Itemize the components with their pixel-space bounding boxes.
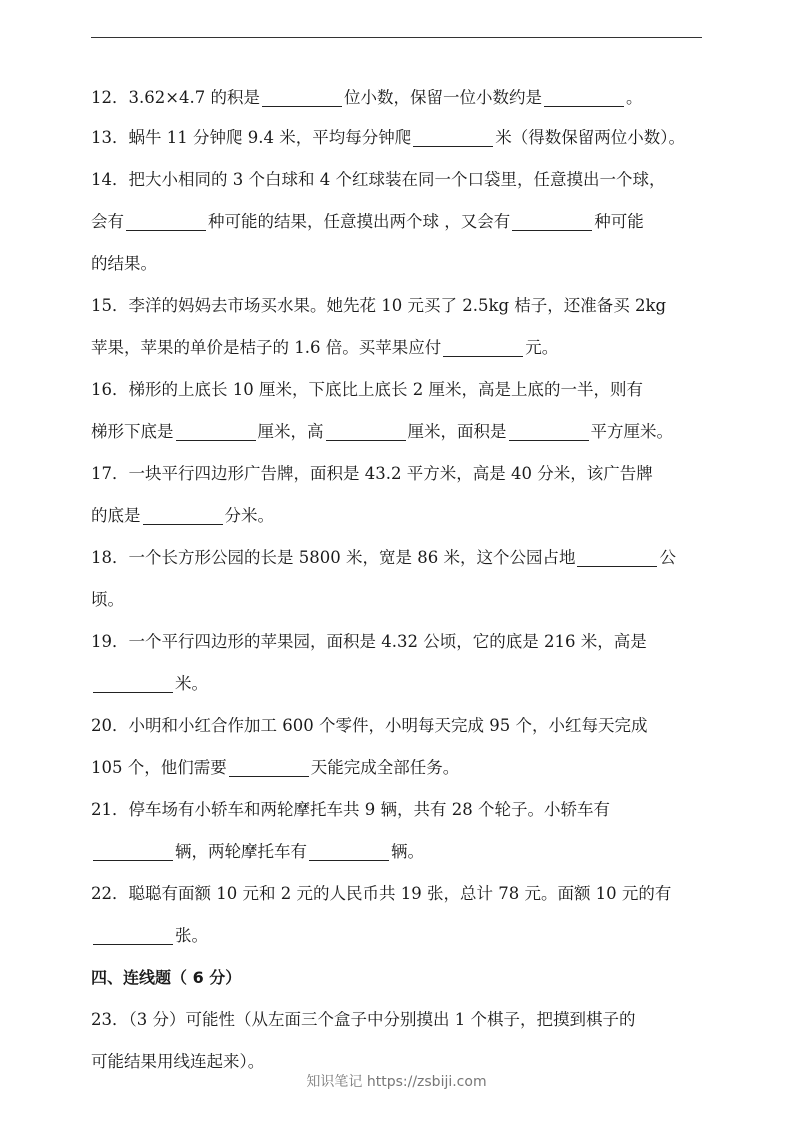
answer-blank-13[interactable]: [413, 128, 493, 147]
question-15-line-1: 15．李洋的妈妈去市场买水果。她先花 10 元买了 2.5kg 桔子，还准备买 2kg: [91, 296, 667, 315]
question-14-line-3: 的结果。: [91, 254, 157, 273]
answer-blank-16a[interactable]: [176, 422, 256, 441]
footer-watermark: 知识笔记 https://zsbiji.com: [306, 1074, 487, 1090]
answer-blank-21b[interactable]: [309, 842, 389, 861]
question-23-line-2: 可能结果用线连起来）。: [91, 1052, 265, 1071]
answer-blank-22[interactable]: [93, 926, 173, 945]
answer-blank-15[interactable]: [443, 338, 523, 357]
question-22-line-1: 22．聪聪有面额 10 元和 2 元的人民币共 19 张，总计 78 元。面额 10 元的有: [91, 884, 672, 903]
question-16-line-2: 梯形下底是 厘米，高 厘米，面积是 平方厘米。: [91, 422, 673, 441]
header-rule: [91, 37, 702, 38]
answer-blank-12b[interactable]: [544, 88, 624, 107]
question-20-line-1: 20．小明和小红合作加工 600 个零件，小明每天完成 95 个，小红每天完成: [91, 716, 648, 735]
question-21-line-2: 辆，两轮摩托车有 辆。: [91, 836, 711, 878]
answer-blank-14a[interactable]: [126, 212, 206, 231]
answer-blank-19[interactable]: [93, 674, 173, 693]
question-19-line-2: 米。: [91, 668, 711, 710]
question-21-line-1: 21．停车场有小轿车和两轮摩托车共 9 辆，共有 28 个轮子。小轿车有: [91, 800, 610, 819]
answer-blank-16b[interactable]: [326, 422, 406, 441]
question-15-line-2: 苹果，苹果的单价是桔子的 1.6 倍。买苹果应付 元。: [91, 338, 559, 357]
question-16-line-1: 16．梯形的上底长 10 厘米，下底比上底长 2 厘米，高是上底的一半，则有: [91, 380, 643, 399]
answer-blank-16c[interactable]: [509, 422, 589, 441]
question-17-line-2: 的底是 分米。: [91, 506, 274, 525]
answer-blank-18[interactable]: [577, 548, 657, 567]
question-12: 12．3.62×4.7 的积是 位小数，保留一位小数约是 。: [91, 88, 643, 107]
section-heading: 四、连线题（ 6 分）: [91, 968, 242, 987]
question-13: 13．蜗牛 11 分钟爬 9.4 米，平均每分钟爬 米（得数保留两位小数）。: [91, 128, 685, 147]
answer-blank-17[interactable]: [143, 506, 223, 525]
answer-blank-21a[interactable]: [93, 842, 173, 861]
question-19-line-1: 19．一个平行四边形的苹果园，面积是 4.32 公顷，它的底是 216 米，高是: [91, 632, 647, 651]
question-18-line-2: 顷。: [91, 590, 124, 609]
answer-blank-12a[interactable]: [262, 88, 342, 107]
question-14-line-1: 14．把大小相同的 3 个白球和 4 个红球装在同一个口袋里，任意摸出一个球，: [91, 170, 666, 189]
answer-blank-14b[interactable]: [512, 212, 592, 231]
question-18-line-1: 18．一个长方形公园的长是 5800 米，宽是 86 米，这个公园占地 公: [91, 548, 676, 567]
answer-blank-20[interactable]: [229, 758, 309, 777]
question-20-line-2: 105 个，他们需要 天能完成全部任务。: [91, 758, 460, 777]
worksheet-body: [91, 82, 711, 1088]
question-22-line-2: 张。: [91, 920, 711, 962]
question-14-line-2: 会有 种可能的结果，任意摸出两个球 ，又会有 种可能: [91, 212, 644, 231]
question-17-line-1: 17．一块平行四边形广告牌，面积是 43.2 平方米，高是 40 分米，该广告牌: [91, 464, 653, 483]
question-23-line-1: 23．（3 分）可能性（从左面三个盒子中分别摸出 1 个棋子，把摸到棋子的: [91, 1010, 636, 1029]
